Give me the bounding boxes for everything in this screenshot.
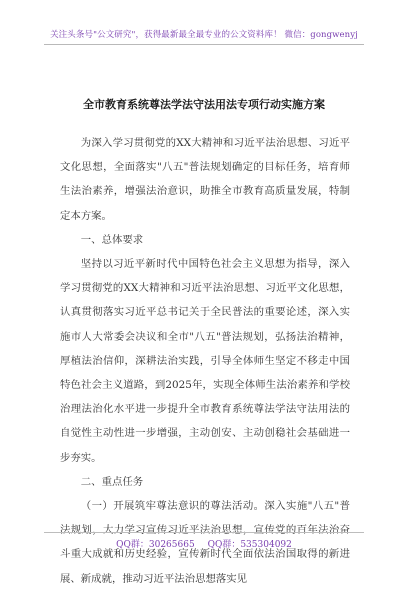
section-2-paragraph: （一）开展筑牢尊法意识的尊法活动。深入实施"八五"普法规划，大力学习宣传习近平法治思想，宣传党的百年法治奋斗重大成就和历史经验，宣传新时代全面依法治国取得的新进展、新成就，推动习近平法治思想落实见 xyxy=(60,500,350,585)
qq-group-1: QQ群：30265665 xyxy=(116,540,195,550)
intro-paragraph: 为深入学习贯彻党的XX大精神和习近平法治思想、习近平文化思想，全面落实"八五"普法规划确定的目标任务，培育师生法治素养，增强法治意识，助推全市教育高质量发展，特制定本方案。 xyxy=(60,137,350,222)
document-body xyxy=(60,131,350,591)
section-1-paragraph: 坚持以习近平新时代中国特色社会主义思想为指导，深入学习贯彻党的XX大精神和习近平法治思想、习近平文化思想，认真贯彻落实习近平总书记关于全民普法的重要论述，深入实施市人大常委会决议和全市"八五"普法规划，弘扬法治精神，厚植法治信仰，深耕法治实践，引导全体师生坚定不移走中国特色社会主义道路，到2025年，实现全体师生法治素养和学校治理法治化水平进一步提升全市教育系统尊法学法守法用法的自觉性主动性进一步增强，主动创安、主动创稳社会基础进一步夯实。 xyxy=(60,258,350,464)
footer-divider xyxy=(44,532,364,533)
footer xyxy=(0,537,408,550)
header-divider xyxy=(44,44,364,45)
section-2-heading: 二、重点任务 xyxy=(80,475,144,488)
header-banner: 关注头条号"公文研究"，获得最新最全最专业的公文资料库！ 微信：gongwenyj xyxy=(50,30,358,40)
document-title: 全市教育系统尊法学法守法用法专项行动实施方案 xyxy=(83,98,325,111)
qq-group-2: QQ群：535304092 xyxy=(207,540,292,550)
section-1-heading: 一、总体要求 xyxy=(80,233,144,246)
